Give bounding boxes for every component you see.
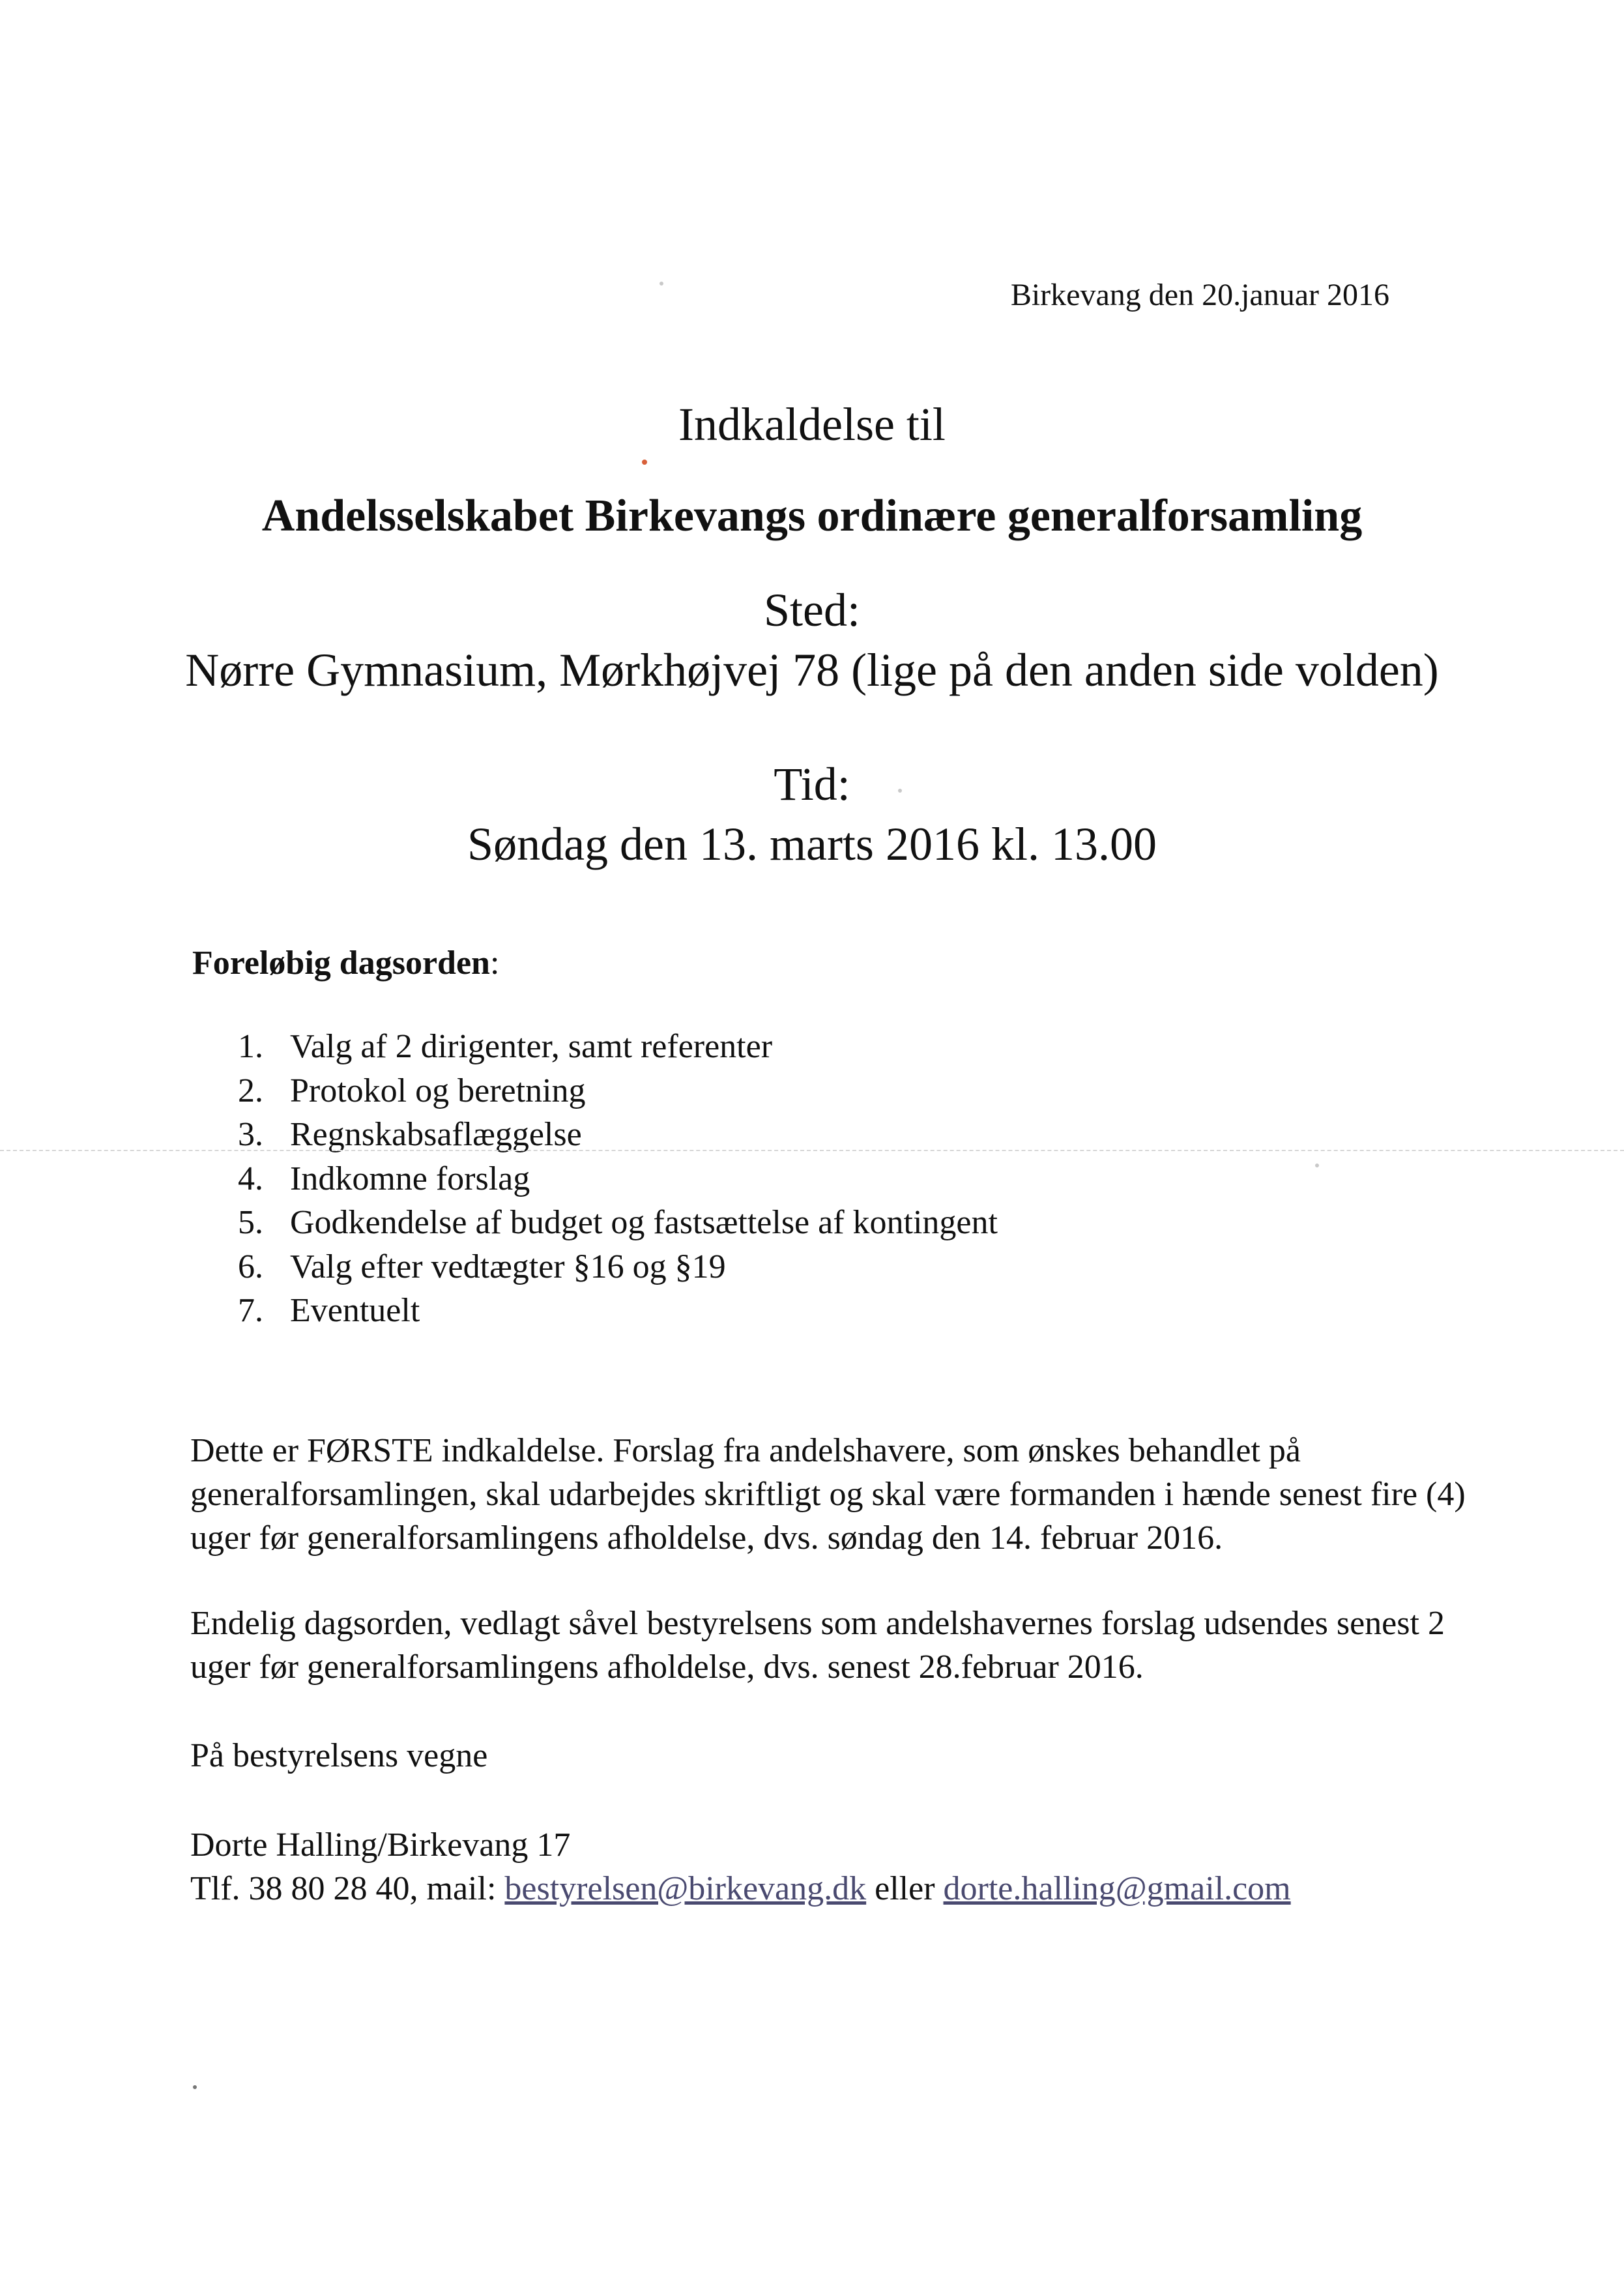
paper-fold-line [0, 1150, 1624, 1151]
email-link-personal[interactable]: dorte.halling@gmail.com [943, 1870, 1291, 1907]
agenda-item [238, 1069, 998, 1113]
agenda-list [238, 1025, 998, 1333]
body-paragraph-final-agenda: Endelig dagsorden, vedlagt såvel bestyrelsens som andelshavernes forslag udsendes senest 2 uger før generalforsamlingens afholdelse, dvs. senest 28.februar 2016. [190, 1605, 1445, 1686]
place-label: Sted: [763, 584, 860, 636]
agenda-item-number: 3. [238, 1116, 263, 1153]
signer-contact [190, 1867, 1291, 1911]
paper-speck [660, 282, 663, 286]
agenda-item-text: Godkendelse af budget og fastsættelse af kontingent [290, 1204, 998, 1241]
place-value: Nørre Gymnasium, Mørkhøjvej 78 (lige på den anden side volden) [185, 644, 1439, 696]
agenda-item-text: Protokol og beretning [290, 1072, 586, 1109]
agenda-item-number: 6. [238, 1248, 263, 1285]
email-link-board[interactable]: bestyrelsen@birkevang.dk [504, 1870, 867, 1907]
agenda-item [238, 1245, 998, 1289]
signer-block [190, 1823, 1291, 1911]
paper-speck [1315, 1164, 1319, 1167]
body-paragraph-first-notice: Dette er FØRSTE indkaldelse. Forslag fra andelshavere, som ønskes behandlet på generalforsamlingen, skal udarbejdes skriftligt og skal være formanden i hænde senest fire (4) uger før generalforsamlingens afholdelse, dvs. søndag den 14. februar 2016. [190, 1432, 1466, 1557]
paper-speck [642, 460, 647, 465]
agenda-item-text: Eventuelt [290, 1292, 420, 1329]
contact-separator: eller [866, 1870, 944, 1907]
agenda-item [238, 1157, 998, 1201]
time-value: Søndag den 13. marts 2016 kl. 13.00 [467, 818, 1157, 870]
agenda-item-text: Valg efter vedtægter §16 og §19 [290, 1248, 726, 1285]
time-label: Tid: [774, 758, 850, 810]
document-date: Birkevang den 20.januar 2016 [1010, 278, 1389, 312]
agenda-item-text: Valg af 2 dirigenter, samt referenter [290, 1028, 773, 1065]
agenda-item-number: 2. [238, 1072, 263, 1109]
document-subtitle: Andelsselskabet Birkevangs ordinære generalforsamling [261, 491, 1363, 541]
paper-speck [898, 789, 902, 793]
agenda-item-number: 5. [238, 1204, 263, 1241]
agenda-heading-colon: : [489, 944, 500, 982]
agenda-item [238, 1201, 998, 1245]
agenda-heading [192, 944, 499, 982]
document-title: Indkaldelse til [678, 398, 946, 450]
agenda-heading-text: Foreløbig dagsorden [192, 944, 490, 982]
signer-name: Dorte Halling/Birkevang 17 [190, 1826, 571, 1864]
paper-speck [193, 2085, 197, 2089]
agenda-item [238, 1289, 998, 1333]
agenda-item-text: Regnskabsaflæggelse [290, 1116, 582, 1153]
agenda-item-text: Indkomne forslag [290, 1160, 530, 1197]
agenda-item-number: 4. [238, 1160, 263, 1197]
contact-phone: Tlf. 38 80 28 40, mail: [190, 1870, 505, 1907]
signoff: På bestyrelsens vegne [190, 1737, 488, 1774]
agenda-item-number: 1. [238, 1028, 263, 1065]
agenda-item [238, 1025, 998, 1069]
agenda-item-number: 7. [238, 1292, 263, 1329]
